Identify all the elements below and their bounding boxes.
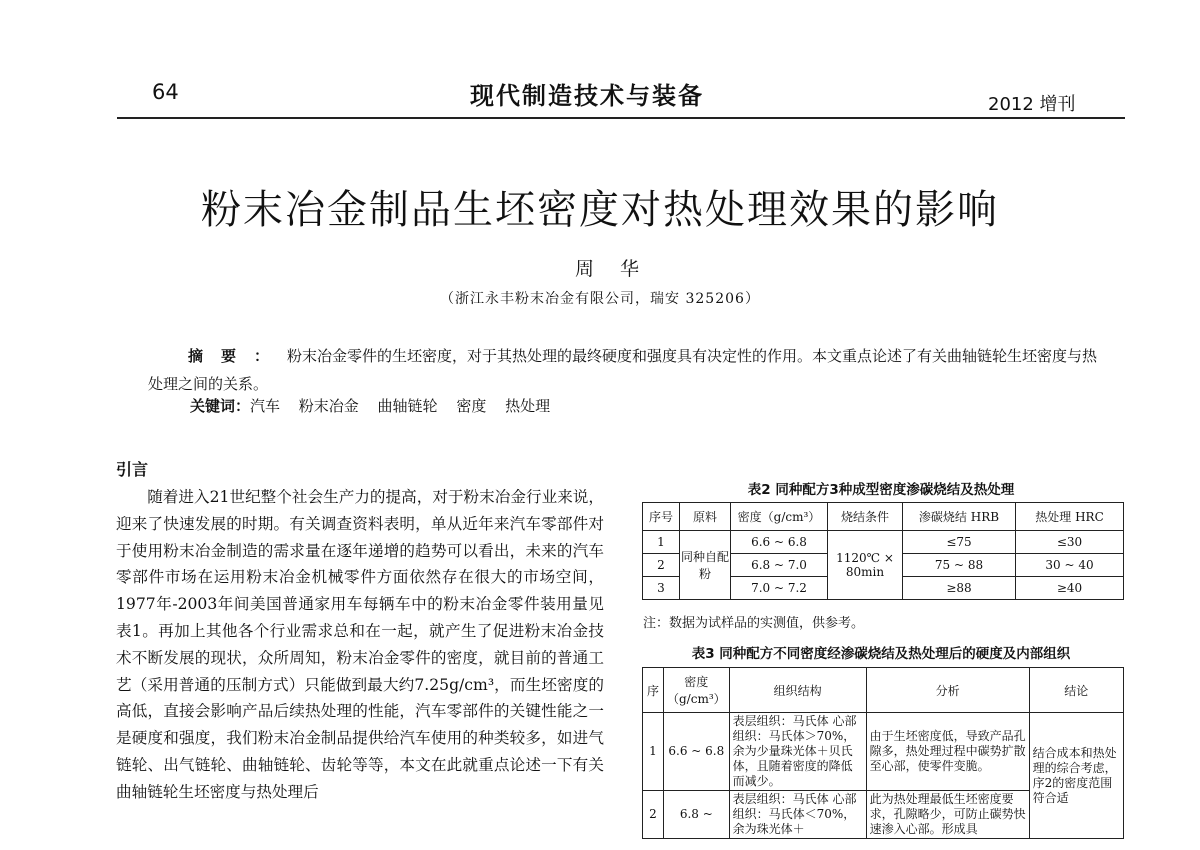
- journal-name: 现代制造技术与装备: [470, 81, 704, 110]
- t2-cell-sinter: 1120℃ × 80min: [828, 531, 903, 600]
- t3-header-structure: 组织结构: [729, 668, 866, 713]
- t3-cell-density: 6.6 ~ 6.8: [664, 713, 730, 791]
- table2: [642, 502, 1124, 600]
- article-title: 粉末冶金制品生坯密度对热处理效果的影响: [201, 187, 999, 233]
- table2-header-row: [643, 503, 1124, 531]
- t3-header-conclusion: 结论: [1029, 668, 1123, 713]
- table3-header-row: [643, 668, 1124, 713]
- t3-cell-structure: 表层组织：马氏体 心部组织：马氏体＜70%，余为珠光体＋: [729, 791, 866, 839]
- t2-cell-no: 3: [643, 577, 680, 600]
- t3-header-no: 序: [643, 668, 664, 713]
- header-rule: [117, 117, 1125, 119]
- t3-cell-no: 1: [643, 713, 664, 791]
- t2-header-material: 原料: [680, 503, 731, 531]
- table-row: [643, 531, 1124, 554]
- table-row: [643, 713, 1124, 791]
- t2-header-hrc: 热处理 HRC: [1016, 503, 1124, 531]
- keywords-label: 关键词：: [190, 397, 251, 415]
- t2-cell-no: 1: [643, 531, 680, 554]
- t2-cell-density: 7.0 ~ 7.2: [731, 577, 828, 600]
- abstract: [148, 342, 1108, 398]
- t2-cell-hrb: ≤75: [903, 531, 1016, 554]
- t2-header-sinter: 烧结条件: [828, 503, 903, 531]
- t2-cell-hrb: ≥88: [903, 577, 1016, 600]
- table2-note: 注：数据为试样品的实测值，供参考。: [643, 616, 865, 631]
- affiliation: （浙江永丰粉末冶金有限公司，瑞安 325206）: [440, 291, 760, 307]
- t2-header-no: 序号: [643, 503, 680, 531]
- abstract-label: 摘要：: [188, 347, 288, 365]
- t2-cell-material: 同种自配粉: [680, 531, 731, 600]
- t2-cell-density: 6.8 ~ 7.0: [731, 554, 828, 577]
- table3-caption: 表3 同种配方不同密度经渗碳烧结及热处理后的硬度及内部组织: [691, 646, 1071, 662]
- t2-cell-density: 6.6 ~ 6.8: [731, 531, 828, 554]
- abstract-text: 粉末冶金零件的生坯密度，对于其热处理的最终硬度和强度具有决定性的作用。本文重点论述了有关曲轴链轮生坯密度与热处理之间的关系。: [148, 347, 1098, 393]
- t3-cell-analysis: 由于生坯密度低，导致产品孔隙多，热处理过程中碳势扩散至心部，使零件变脆。: [866, 713, 1029, 791]
- keywords-text: 汽车 粉末冶金 曲轴链轮 密度 热处理: [250, 397, 551, 415]
- t2-header-hrb: 渗碳烧结 HRB: [903, 503, 1016, 531]
- t3-cell-conclusion: 结合成本和热处理的综合考虑，序2的密度范围符合适: [1029, 713, 1123, 839]
- t3-header-analysis: 分析: [866, 668, 1029, 713]
- t3-cell-no: 2: [643, 791, 664, 839]
- issue-label: 2012 增刊: [988, 94, 1076, 115]
- page-number: 64: [152, 80, 179, 104]
- table3: [642, 667, 1124, 839]
- intro-paragraph: 随着进入21世纪整个社会生产力的提高，对于粉末冶金行业来说，迎来了快速发展的时期。有关调查资料表明，单从近年来汽车零部件对于使用粉末冶金制造的需求量在逐年递增的趋势可以看出，未来的汽车零部件市场在运用粉末冶金机械零件方面依然存在很大的市场空间，1977年-2003年间美国普通家用车每辆车中的粉末冶金零件装用量见表1。再加上其他各个行业需求总和在一起，就产生了促进粉末冶金技术不断发展的现状，众所周知，粉末冶金零件的密度，就目前的普通工艺（采用普通的压制方式）只能做到最大约7.25g/cm³，而生坯密度的高低，直接会影响产品后续热处理的性能，汽车零部件的关键性能之一是硬度和强度，我们粉末冶金制品提供给汽车使用的种类较多，如进气链轮、出气链轮、曲轴链轮、齿轮等等，本文在此就重点论述一下有关曲轴链轮生坯密度与热处理后: [116, 488, 604, 801]
- t2-cell-hrb: 75 ~ 88: [903, 554, 1016, 577]
- table2-caption: 表2 同种配方3种成型密度渗碳烧结及热处理: [747, 482, 1015, 498]
- t2-cell-hrc: ≤30: [1016, 531, 1124, 554]
- t3-cell-density: 6.8 ~: [664, 791, 730, 839]
- section-heading-intro: 引言: [116, 460, 149, 479]
- keywords: [190, 395, 550, 416]
- t3-cell-analysis: 此为热处理最低生坯密度要求，孔隙略少，可防止碳势快速渗入心部。形成具: [866, 791, 1029, 839]
- t3-header-density: 密度（g/cm³）: [664, 668, 730, 713]
- t2-cell-hrc: ≥40: [1016, 577, 1124, 600]
- t2-cell-no: 2: [643, 554, 680, 577]
- t3-cell-structure: 表层组织：马氏体 心部组织：马氏体＞70%，余为少量珠光体＋贝氏体，且随着密度的降低而减少。: [729, 713, 866, 791]
- t2-header-density: 密度（g/cm³）: [731, 503, 828, 531]
- author: 周华: [574, 258, 665, 280]
- t2-cell-hrc: 30 ~ 40: [1016, 554, 1124, 577]
